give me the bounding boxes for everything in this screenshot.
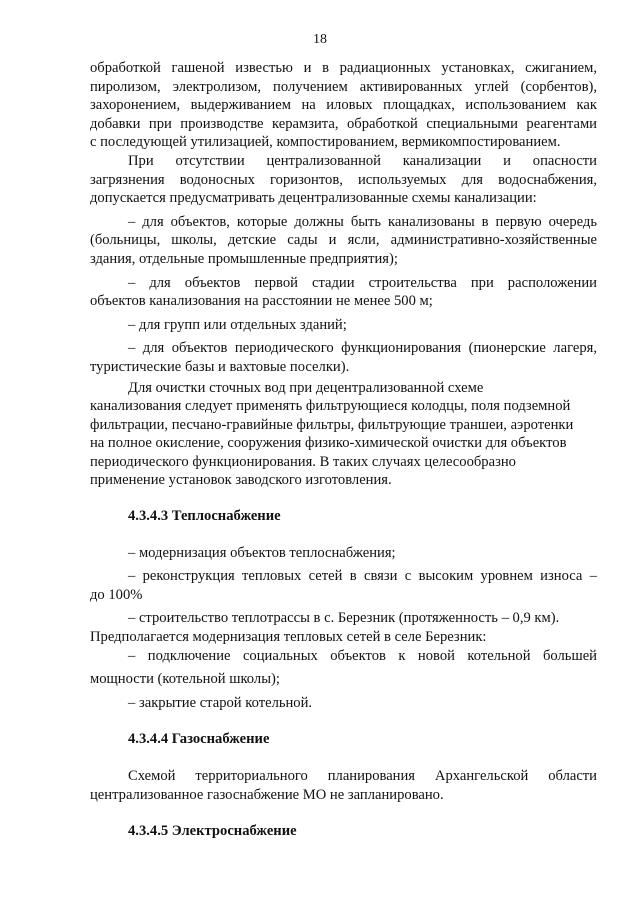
text-line: захоронением, выдерживанием на иловых площадках, использованием как <box>90 97 597 114</box>
text-line: загрязнения водоносных горизонтов, используемых для водоснабжения, <box>90 171 597 188</box>
text-line: – для объектов первой стадии строительства при расположении <box>128 274 597 291</box>
text-line: Для очистки сточных вод при децентрализованной схеме <box>128 379 484 396</box>
text-line: пиролизом, электролизом, получением активированных углей (сорбентов), <box>90 78 597 95</box>
intro-paragraph <box>90 59 597 152</box>
gas-paragraph <box>90 767 597 804</box>
list-item <box>90 647 597 689</box>
text-line: – для объектов, которые должны быть канализованы в первую очередь <box>128 213 597 230</box>
decentral-list <box>90 213 597 377</box>
heat-note: Предполагается модернизация тепловых сетей в селе Березник: <box>90 629 487 646</box>
text-line: – для объектов периодического функционирования (пионерские лагеря, <box>128 340 597 357</box>
text-line: Схемой территориального планирования Архангельской области <box>128 768 597 784</box>
text-line: – подключение социальных объектов к новой котельной большей <box>128 647 597 664</box>
section-heading-power: 4.3.4.5 Электроснабжение <box>128 823 297 840</box>
list-item: – модернизация объектов теплоснабжения; <box>128 544 396 561</box>
text-line: При отсутствии централизованной канализации и опасности <box>128 152 597 169</box>
text-line: здания, отдельные промышленные предприятия); <box>90 250 398 267</box>
page-number: 18 <box>313 32 327 47</box>
heat-list <box>90 544 597 713</box>
list-item <box>90 339 597 376</box>
text-line: применение установок заводского изготовления. <box>90 472 392 489</box>
section-heading-gas: 4.3.4.4 Газоснабжение <box>128 731 270 748</box>
text-line: с последующей утилизацией, компостированием, вермикомпостированием. <box>90 134 561 151</box>
list-item <box>90 274 597 311</box>
cleaning-paragraph <box>90 379 597 491</box>
text-line: фильтрации, песчано-гравийные фильтры, фильтрующие траншеи, аэротенки <box>90 416 574 433</box>
text-line: (больницы, школы, детские сады и ясли, административно-хозяйственные <box>90 232 597 249</box>
text-line: туристические базы и вахтовые поселки). <box>90 358 350 375</box>
text-line: – реконструкция тепловых сетей в связи с высоким уровнем износа – <box>128 568 597 585</box>
text-line: до 100% <box>90 586 143 603</box>
list-item <box>90 213 597 269</box>
text-line: добавки при производстве керамзита, обработкой специальными реагентами <box>90 115 597 132</box>
text-line: допускается предусматривать децентрализованные схемы канализации: <box>90 190 537 207</box>
text-line: – для групп или отдельных зданий; <box>128 316 347 333</box>
list-item: – закрытие старой котельной. <box>128 694 313 711</box>
decentral-paragraph <box>90 152 597 208</box>
list-item <box>90 316 597 335</box>
text-line: периодического функционирования. В таких случаях целесообразно <box>90 453 516 470</box>
text-line: обработкой гашеной известью и в радиационных установках, сжиганием, <box>90 60 597 76</box>
text-line: централизованное газоснабжение МО не запланировано. <box>90 786 444 803</box>
list-item: – строительство теплотрассы в с. Березник (протяженность – 0,9 км). <box>128 610 560 627</box>
text-line: мощности (котельной школы); <box>90 671 280 688</box>
list-item <box>90 567 597 604</box>
text-line: на полное окисление, сооружения физико-химической очистки для объектов <box>90 435 567 452</box>
text-line: канализования следует применять фильтрующиеся колодцы, поля подземной <box>90 398 571 415</box>
section-heading-heat: 4.3.4.3 Теплоснабжение <box>128 508 281 525</box>
page-content <box>90 59 597 841</box>
text-line: объектов канализования на расстоянии не менее 500 м; <box>90 293 433 310</box>
